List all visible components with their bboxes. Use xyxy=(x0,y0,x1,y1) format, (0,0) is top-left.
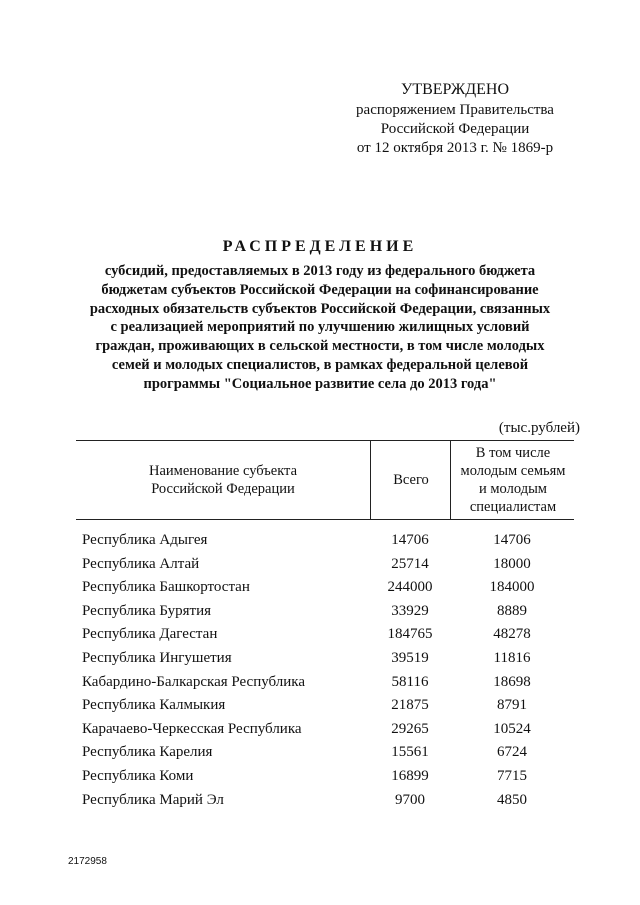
total-value: 15561 xyxy=(391,744,429,761)
total-value: 21875 xyxy=(391,697,429,714)
young-value: 8791 xyxy=(497,697,527,714)
table-row xyxy=(76,647,574,671)
table-row xyxy=(76,789,574,813)
total-value: 33929 xyxy=(391,602,429,619)
table-body xyxy=(76,529,574,812)
header-total xyxy=(370,441,451,519)
young-value: 7715 xyxy=(497,767,527,784)
table-row xyxy=(76,741,574,765)
header-total-label: Всего xyxy=(393,472,429,488)
total-value: 184765 xyxy=(387,626,433,643)
subtitle-line: семей и молодых специалистов, в рамках федеральной целевой xyxy=(111,356,529,373)
region-name: Республика Адыгея xyxy=(82,532,208,548)
document-title: РАСПРЕДЕЛЕНИЕ xyxy=(222,238,418,255)
table-row xyxy=(76,671,574,695)
header-young-line: молодым семьям xyxy=(460,463,566,479)
region-name: Республика Башкортостан xyxy=(82,579,250,596)
young-value: 18000 xyxy=(493,555,531,572)
region-name: Кабардино-Балкарская Республика xyxy=(82,673,306,690)
table-row xyxy=(76,718,574,742)
young-value: 11816 xyxy=(493,649,531,666)
table-row xyxy=(76,765,574,789)
total-value: 9700 xyxy=(395,791,425,808)
table-row xyxy=(76,553,574,577)
total-value: 25714 xyxy=(391,555,429,572)
region-name: Республика Марий Эл xyxy=(82,791,224,808)
header-region-name-line: Наименование субъекта xyxy=(148,463,298,479)
region-name: Республика Дагестан xyxy=(82,626,218,643)
young-value: 48278 xyxy=(493,626,531,643)
subtitle-line: расходных обязательств субъектов Российской Федерации, связанных xyxy=(89,300,551,317)
units-label: (тыс.рублей) xyxy=(498,420,580,436)
header-young-line: В том числе xyxy=(475,445,551,461)
young-value: 8889 xyxy=(497,602,527,619)
header-young-specialists xyxy=(450,441,575,519)
young-value: 18698 xyxy=(493,673,531,690)
region-name: Республика Бурятия xyxy=(82,602,212,619)
region-name: Республика Ингушетия xyxy=(82,649,232,666)
table-header xyxy=(76,440,574,520)
region-name: Республика Карелия xyxy=(82,744,213,761)
young-value: 14706 xyxy=(493,532,531,548)
table-row xyxy=(76,600,574,624)
young-value: 184000 xyxy=(489,579,535,596)
region-name: Республика Калмыкия xyxy=(82,697,226,714)
total-value: 58116 xyxy=(391,673,429,690)
subtitle-line: бюджетам субъектов Российской Федерации на софинансирование xyxy=(101,281,539,298)
region-name: Карачаево-Черкесская Республика xyxy=(82,720,302,737)
total-value: 39519 xyxy=(391,649,429,666)
header-young-line: и молодым xyxy=(479,481,547,497)
total-value: 16899 xyxy=(391,767,429,784)
approval-line-3: от 12 октября 2013 г. № 1869-р xyxy=(356,140,554,156)
subtitle-line: граждан, проживающих в сельской местности, в том числе молодых xyxy=(95,338,545,355)
approval-line-1: распоряжением Правительства xyxy=(356,102,554,118)
total-value: 29265 xyxy=(391,720,429,737)
header-region-name-line: Российской Федерации xyxy=(151,481,295,497)
approval-block xyxy=(320,80,590,158)
subtitle-line: программы "Социальное развитие села до 2013 года" xyxy=(143,375,497,392)
region-name: Республика Коми xyxy=(82,767,194,784)
approval-line-2: Российской Федерации xyxy=(380,121,530,137)
total-value: 244000 xyxy=(387,579,433,596)
table-row xyxy=(76,576,574,600)
table-row xyxy=(76,529,574,553)
young-value: 6724 xyxy=(497,744,527,761)
document-number: 2172958 xyxy=(68,856,107,867)
region-name: Республика Алтай xyxy=(82,555,200,572)
young-value: 4850 xyxy=(497,791,527,808)
table-row xyxy=(76,623,574,647)
header-young-line: специалистам xyxy=(469,499,557,515)
header-region-name xyxy=(76,441,370,519)
total-value: 14706 xyxy=(391,532,429,548)
subtitle-line: с реализацией мероприятий по улучшению жилищных условий xyxy=(110,319,530,336)
table-row xyxy=(76,694,574,718)
document-subtitle xyxy=(60,262,580,394)
subtitle-line: субсидий, предоставляемых в 2013 году из федерального бюджета xyxy=(104,263,536,279)
young-value: 10524 xyxy=(493,720,531,737)
approval-heading: УТВЕРЖДЕНО xyxy=(400,81,509,98)
